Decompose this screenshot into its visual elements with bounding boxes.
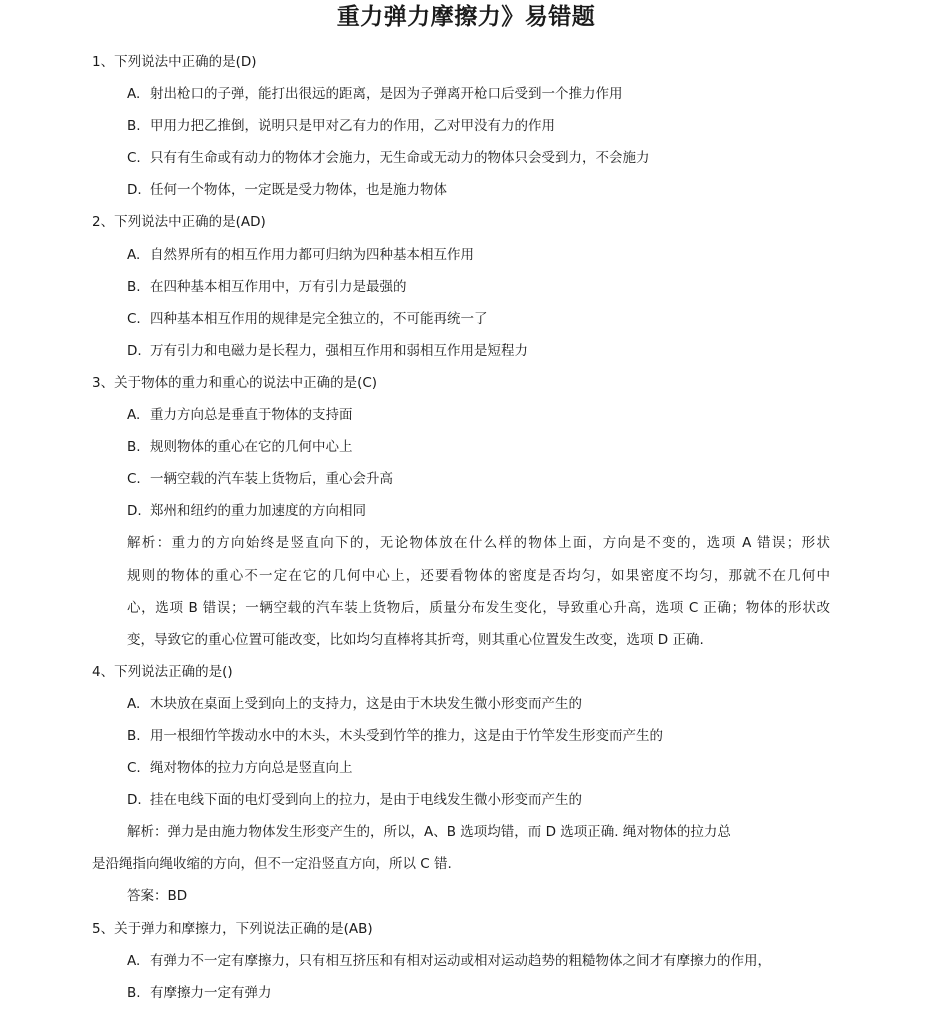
option-label: A.	[127, 86, 141, 103]
question-1-option-d	[0, 174, 950, 206]
option-text: 绳对物体的拉力方向总是竖直向上	[150, 760, 353, 777]
option-label: A.	[127, 952, 141, 969]
question-4-stem: 4、下列说法正确的是()	[92, 663, 233, 680]
question-4-answer: 答案：BD	[127, 888, 188, 905]
question-4-explanation-line-2: 是沿绳指向绳收缩的方向，但不一定沿竖直方向，所以 C 错.	[92, 856, 452, 873]
option-text: 甲用力把乙推倒，说明只是甲对乙有力的作用，乙对甲没有力的作用	[150, 118, 555, 135]
question-3-option-b	[0, 431, 950, 463]
option-text: 郑州和纽约的重力加速度的方向相同	[150, 503, 366, 520]
question-5-option-a	[0, 945, 950, 977]
question-5-stem: 5、关于弹力和摩擦力，下列说法正确的是(AB)	[92, 920, 373, 937]
option-label: C.	[127, 471, 141, 488]
option-text: 自然界所有的相互作用力都可归纳为四种基本相互作用	[150, 246, 474, 263]
question-5-option-b	[0, 977, 950, 1009]
question-4-option-b	[0, 720, 950, 752]
option-text: 射出枪口的子弹，能打出很远的距离，是因为子弹离开枪口后受到一个推力作用	[150, 86, 623, 103]
question-2-option-d	[0, 335, 950, 367]
option-label: A.	[127, 695, 141, 712]
option-label: B.	[127, 984, 141, 1001]
option-label: C.	[127, 310, 141, 327]
option-label: B.	[127, 118, 141, 135]
option-text: 一辆空载的汽车装上货物后，重心会升高	[150, 471, 393, 488]
option-label: C.	[127, 150, 141, 167]
option-text: 四种基本相互作用的规律是完全独立的，不可能再统一了	[150, 310, 488, 327]
option-label: A.	[127, 246, 141, 263]
option-label: D.	[127, 342, 142, 359]
question-3-explanation-line-3: 心，选项 B 错误；一辆空载的汽车装上货物后，质量分布发生变化，导致重心升高，选项 C 正确；物体的形状改	[127, 599, 830, 616]
question-2-stem: 2、下列说法中正确的是(AD)	[92, 214, 266, 231]
question-2-option-b	[0, 271, 950, 303]
question-3-option-c	[0, 463, 950, 495]
option-label: C.	[127, 760, 141, 777]
option-text: 有摩擦力一定有弹力	[150, 984, 272, 1001]
question-3-explanation-line-4: 变，导致它的重心位置可能改变，比如均匀直棒将其折弯，则其重心位置发生改变，选项 D 正确.	[127, 631, 704, 648]
question-4-option-c	[0, 752, 950, 784]
question-2-option-c	[0, 303, 950, 335]
option-text: 任何一个物体，一定既是受力物体，也是施力物体	[150, 182, 447, 199]
option-label: D.	[127, 792, 142, 809]
question-2-option-a	[0, 239, 950, 271]
option-label: D.	[127, 182, 142, 199]
question-3-option-d	[0, 495, 950, 527]
option-text: 在四种基本相互作用中，万有引力是最强的	[150, 278, 407, 295]
option-text: 重力方向总是垂直于物体的支持面	[150, 407, 353, 424]
question-3-explanation-line-1: 解析：重力的方向始终是竖直向下的，无论物体放在什么样的物体上面，方向是不变的，选项 A 错误；形状	[127, 535, 830, 552]
option-label: B.	[127, 727, 141, 744]
question-1-option-a	[0, 78, 950, 110]
option-text: 用一根细竹竿拨动水中的木头，木头受到竹竿的推力，这是由于竹竿发生形变而产生的	[150, 727, 663, 744]
question-4-option-d	[0, 784, 950, 816]
question-4-explanation-line-1: 解析：弹力是由施力物体发生形变产生的，所以，A、B 选项均错，而 D 选项正确. 绳对物体的拉力总	[127, 824, 731, 841]
option-text: 规则物体的重心在它的几何中心上	[150, 439, 353, 456]
question-1-option-b	[0, 110, 950, 142]
option-text: 有弹力不一定有摩擦力，只有相互挤压和有相对运动或相对运动趋势的粗糙物体之间才有摩擦力的作用，	[150, 952, 771, 969]
option-label: D.	[127, 503, 142, 520]
option-text: 木块放在桌面上受到向上的支持力，这是由于木块发生微小形变而产生的	[150, 695, 582, 712]
question-1-stem: 1、下列说法中正确的是(D)	[92, 54, 257, 70]
question-4-option-a	[0, 688, 950, 720]
option-text: 万有引力和电磁力是长程力，强相互作用和弱相互作用是短程力	[150, 342, 528, 359]
question-3-stem: 3、关于物体的重力和重心的说法中正确的是(C)	[92, 374, 378, 391]
option-label: B.	[127, 278, 141, 295]
option-text: 挂在电线下面的电灯受到向上的拉力，是由于电线发生微小形变而产生的	[150, 792, 582, 809]
document-title: 重力弹力摩擦力》易错题	[336, 4, 596, 30]
question-3-option-a	[0, 399, 950, 431]
option-text: 只有有生命或有动力的物体才会施力，无生命或无动力的物体只会受到力，不会施力	[150, 150, 650, 167]
question-list	[0, 46, 950, 1009]
option-label: A.	[127, 407, 141, 424]
option-label: B.	[127, 439, 141, 456]
question-1-option-c	[0, 142, 950, 174]
question-3-explanation-line-2: 规则的物体的重心不一定在它的几何中心上，还要看物体的密度是否均匀，如果密度不均匀，那就不在几何中	[127, 567, 830, 584]
